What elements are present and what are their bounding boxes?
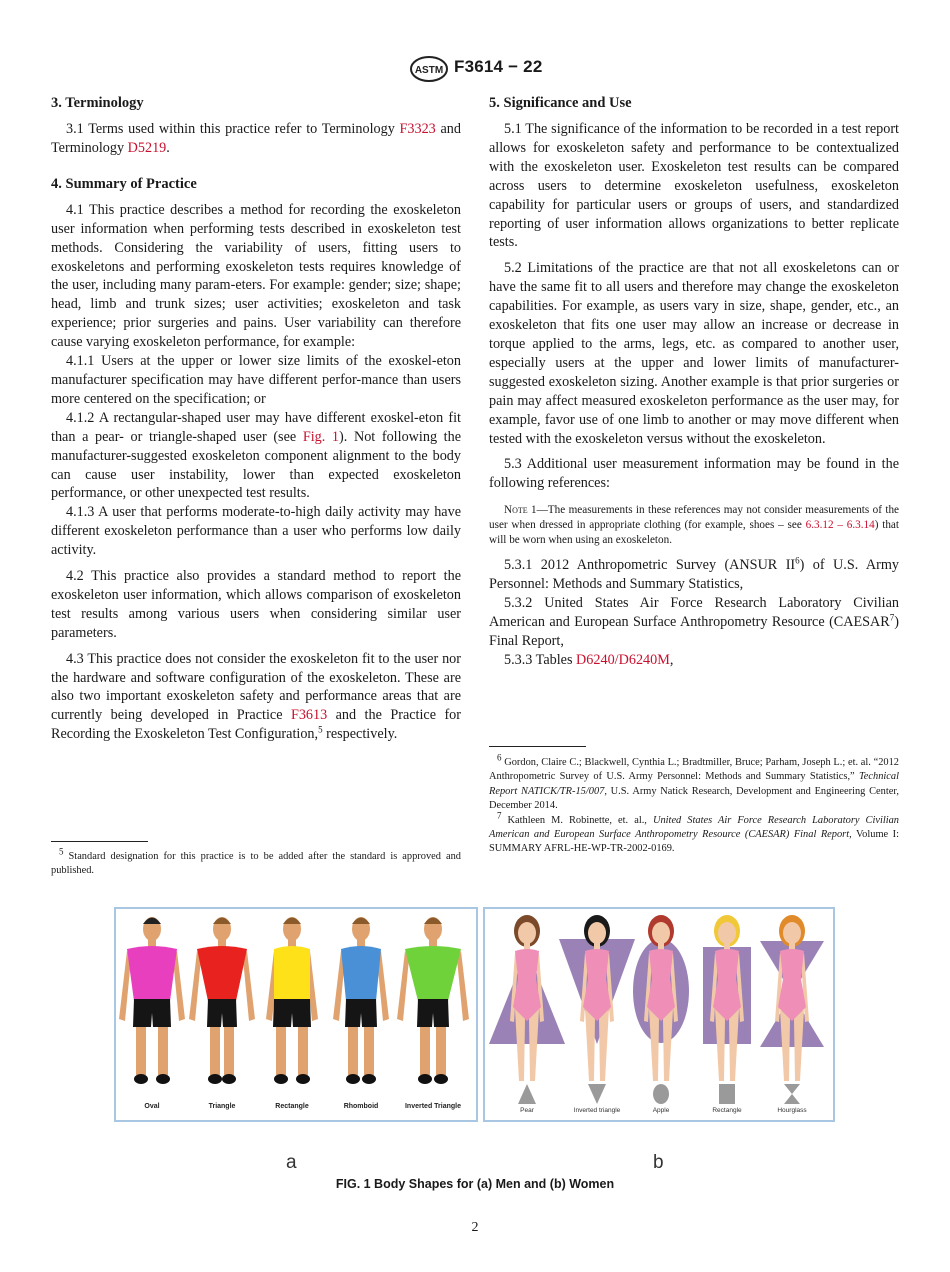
man-right-shoe — [296, 1074, 310, 1084]
man-shirt — [274, 946, 310, 1001]
section-4-heading: 4. Summary of Practice — [51, 175, 197, 192]
right-footnotes — [489, 746, 899, 857]
paragraph-5-2: 5.2 Limitations of the practice are that not all exoskeletons can or have the same fit to all users and therefore may change the exoskeleton capabilities. For example, as users vary in size, shape, gender, etc., an exoskeleton that fits one user may allow an increase or decrease in torque applied to the arms, legs, etc. as compared to another user, especially users at the upper and lower limits of manufacturer-suggested exoskeleton sizing. Another example is that prior surgeries or pain may affect measured exoskeleton performance as the user may, for example, favor use of one limb to another or may move different when tested with the exoskeleton versus without the exoskeleton. — [489, 260, 899, 447]
woman-head — [588, 922, 606, 944]
paragraph-5-3-2: 5.3.2 United States Air Force Research Laboratory Civilian American and European Surface Anthropometry Resource (CAESAR$^7$) Final Report, — [489, 595, 899, 649]
paragraph-5-1: 5.1 The significance of the information to be recorded in a test report allows for exoskeleton safety and performance to be contextualized with the exoskeleton user. Exoskeleton test results can be compared across users to determine exoskeleton usefulness, exoskeleton capability for particular users or groups of users, and standardized reporting of user information allows organizations to better replicate tests. — [489, 121, 899, 251]
woman-leotard — [513, 949, 541, 1021]
man-shorts — [417, 999, 449, 1027]
inverted-triangle-icon — [588, 1084, 606, 1104]
paragraph-5-3: 5.3 Additional user measurement information may be found in the following references: — [489, 456, 899, 492]
woman-figure — [489, 915, 565, 1104]
man-left-leg — [420, 1027, 430, 1075]
man-hair — [213, 918, 231, 925]
man-left-shoe — [134, 1074, 148, 1084]
pear-icon — [518, 1084, 536, 1104]
footnote-rule — [489, 746, 586, 747]
woman-figure — [703, 915, 751, 1104]
woman-figure — [559, 915, 635, 1104]
man-shape-label: Rhomboid — [343, 1103, 379, 1110]
man-shirt — [197, 946, 247, 1001]
paragraph-4-1-1: 4.1.1 Users at the upper or lower size limits of the exoskel-eton manufacturer specification may have different perfor-mance than users more centered on the specification; or — [51, 353, 461, 407]
man-hair — [283, 918, 301, 925]
woman-neck — [594, 943, 600, 950]
man-figure — [119, 917, 185, 1084]
man-right-arm — [243, 951, 255, 1021]
man-left-shoe — [274, 1074, 288, 1084]
man-right-shoe — [362, 1074, 376, 1084]
man-neck — [288, 939, 296, 947]
paragraph-5-3-1: 5.3.1 2012 Anthropometric Survey (ANSUR $II^6$) of U.S. Army Personnel: Methods and Summary Statistics, — [489, 555, 900, 593]
woman-shape-label: Pear — [520, 1107, 534, 1114]
link-6-3-12[interactable]: 6.3.12 – 6.3.14 — [805, 519, 875, 532]
left-footnotes — [51, 841, 461, 879]
woman-neck — [724, 943, 730, 950]
link-d5219[interactable]: D5219 — [127, 139, 167, 156]
link-f3323[interactable]: F3323 — [399, 121, 436, 137]
footnote-5: $^5$ Standard designation for this practice is to be added after the standard is approved and published. — [51, 846, 461, 877]
man-figure — [266, 917, 318, 1084]
paragraph-4-2: 4.2 This practice also provides a standard method to report the exoskeleton user information, which allows comparison of exoskeleton test results among various users when considering similar user parameters. — [51, 568, 461, 641]
astm-logo-icon — [410, 56, 448, 82]
woman-left-leg — [715, 1009, 725, 1081]
paragraph-5-3-3: 5.3.3 Tables D6240/D6240M, — [504, 651, 674, 668]
paragraph-4-1: 4.1 This practice describes a method for recording the exoskeleton user information when performing tests described in exoskeleton test methods. Considering the variability of users, fitting users to exoskeletons and performing exoskeleton tests requires knowledge of the user, including many param-eters. For example: gender; size; shape; head, limb and trunk sizes; user activities; exoskeleton and task experience; prior surgeries and pains. User variability can therefore cause varying exoskeleton performance, for example: — [51, 201, 461, 351]
panel-a-letter: a — [286, 1152, 297, 1173]
men-body-shapes-illustration — [116, 909, 476, 1120]
footnote-ref-5: 5 — [318, 724, 323, 735]
woman-neck — [524, 943, 530, 950]
footnote-ref-7: 7 — [889, 612, 895, 623]
man-left-leg — [276, 1027, 286, 1075]
man-neck — [218, 939, 226, 947]
woman-figure — [760, 915, 824, 1104]
man-hair — [352, 918, 370, 925]
man-shape-label: Oval — [144, 1103, 160, 1110]
man-left-shoe — [418, 1074, 432, 1084]
man-neck — [357, 939, 365, 947]
man-shirt — [405, 946, 461, 1001]
section-3-heading: 3. Terminology — [51, 95, 144, 111]
man-shape-label: Inverted Triangle — [404, 1103, 462, 1110]
woman-shape-label: Apple — [652, 1107, 670, 1114]
paragraph-4-1-2: 4.1.2 A rectangular-shaped user may have different exoskel-eton fit than a pear- or triangle-shaped user (see Fig. 1). Not following the manufacturer-suggested exoskeleton component alignment to the body can cause user instability, lower than expected exoskeleton performance, or other unexpected test results. — [51, 409, 462, 502]
paragraph-3-1: 3.1 Terms used within this practice refer to Terminology F3323 and Terminology D5219. — [51, 121, 461, 156]
man-shirt — [127, 946, 177, 1001]
man-hair — [424, 918, 442, 925]
man-shape-label: Rectangle — [275, 1103, 309, 1110]
figure-panel-men — [114, 907, 478, 1122]
man-neck — [429, 939, 437, 947]
man-shirt — [341, 946, 381, 1001]
woman-shape-label: Rectangle — [712, 1107, 742, 1114]
man-hair — [143, 918, 161, 925]
man-neck — [148, 939, 156, 947]
link-fig-1[interactable]: Fig. 1 — [302, 428, 340, 445]
man-left-shoe — [346, 1074, 360, 1084]
woman-neck — [789, 943, 795, 950]
man-right-leg — [224, 1027, 234, 1075]
woman-left-leg — [649, 1009, 659, 1081]
woman-leotard — [713, 949, 741, 1021]
woman-right-leg — [599, 1009, 609, 1081]
standard-designation: F3614 − 22 — [454, 57, 543, 76]
man-right-shoe — [434, 1074, 448, 1084]
man-right-leg — [436, 1027, 446, 1075]
man-shorts — [345, 999, 377, 1027]
woman-left-leg — [515, 1009, 525, 1081]
man-shape-label: Triangle — [208, 1103, 236, 1110]
left-column — [51, 92, 461, 744]
man-left-arm — [189, 951, 201, 1021]
man-shorts — [207, 999, 237, 1027]
man-left-leg — [210, 1027, 220, 1075]
astm-logo-text: ASTM — [414, 65, 444, 76]
woman-shape-label: Hourglass — [777, 1107, 807, 1114]
man-right-leg — [298, 1027, 308, 1075]
man-left-leg — [348, 1027, 358, 1075]
panel-b-letter: b — [653, 1152, 664, 1173]
man-shorts — [273, 999, 311, 1027]
woman-shape-label: Inverted triangle — [573, 1107, 621, 1114]
section-5-heading: 5. Significance and Use — [489, 95, 632, 111]
man-right-leg — [364, 1027, 374, 1075]
apple-icon — [653, 1084, 669, 1104]
footnote-ref-6: 6 — [795, 555, 800, 566]
figure-caption: FIG. 1 Body Shapes for (a) Men and (b) Women — [335, 1177, 615, 1191]
woman-head — [518, 922, 536, 944]
footnote-rule — [51, 841, 148, 842]
note-1: Note 1—The measurements in these references may not consider measurements of the user when dressed in appropriate clothing (for example, shoes – see 6.3.12 – 6.3.14) that will be worn when using an exoskeleton. — [489, 504, 899, 547]
paragraph-4-3: 4.3 This practice does not consider the exoskeleton fit to the user nor the hardware and software configuration of the exoskeleton. These are also two important exoskeleton safety and performance areas that are currently being developed in Practice F3613 and the Practice for Recording the Exoskeleton Test Configuration,$^5$ respectively. — [51, 650, 461, 743]
man-right-leg — [158, 1027, 168, 1075]
woman-head — [718, 922, 736, 944]
man-shorts — [133, 999, 171, 1027]
man-right-shoe — [222, 1074, 236, 1084]
paragraph-4-1-3: 4.1.3 A user that performs moderate-to-high daily activity may have different exoskeleton performance than a user who performs low daily activity. — [51, 504, 461, 559]
right-column — [489, 92, 899, 670]
page-number: 2 — [471, 1220, 479, 1235]
rectangle-icon — [719, 1084, 735, 1104]
man-left-arm — [397, 951, 409, 1021]
women-body-shapes-illustration — [485, 909, 833, 1120]
woman-leotard — [583, 949, 611, 1021]
woman-leotard — [647, 949, 675, 1021]
figure-panel-women — [483, 907, 835, 1122]
woman-right-leg — [663, 1009, 673, 1081]
link-f3613[interactable]: F3613 — [290, 707, 328, 724]
man-right-shoe — [156, 1074, 170, 1084]
woman-neck — [658, 943, 664, 950]
man-left-shoe — [208, 1074, 222, 1084]
woman-right-leg — [529, 1009, 539, 1081]
man-figure — [333, 917, 389, 1084]
footnote-6: $^6$ Gordon, Claire C.; Blackwell, Cynthia L.; Bradtmiller, Bruce; Parham, Joseph L.; et. al. “2012 Anthropometric Survey of U.S. Army Personnel: Methods and Summary Statistics,” Technical Report NATICK/TR-15/007, U.S. Army Natick Research, Development and Engineering Center, December 2014. — [489, 752, 899, 812]
woman-head — [783, 922, 801, 944]
man-figure — [189, 917, 255, 1084]
man-right-arm — [457, 951, 469, 1021]
man-figure — [397, 917, 469, 1084]
woman-right-leg — [729, 1009, 739, 1081]
footnote-7: $^7$ Kathleen M. Robinette, et. al., United States Air Force Research Laboratory Civilian American and European Surface Anthropometry Resource (CAESAR) Final Report, Volume I: SUMMARY AFRL-HE-WP-TR-2002-0169. — [489, 810, 900, 855]
woman-leotard — [778, 949, 806, 1021]
woman-head — [652, 922, 670, 944]
hourglass-icon — [784, 1084, 800, 1104]
man-left-leg — [136, 1027, 146, 1075]
link-d6240[interactable]: D6240/D6240M — [576, 651, 670, 668]
woman-figure — [633, 915, 689, 1104]
page-header — [0, 56, 950, 84]
woman-left-leg — [585, 1009, 595, 1081]
